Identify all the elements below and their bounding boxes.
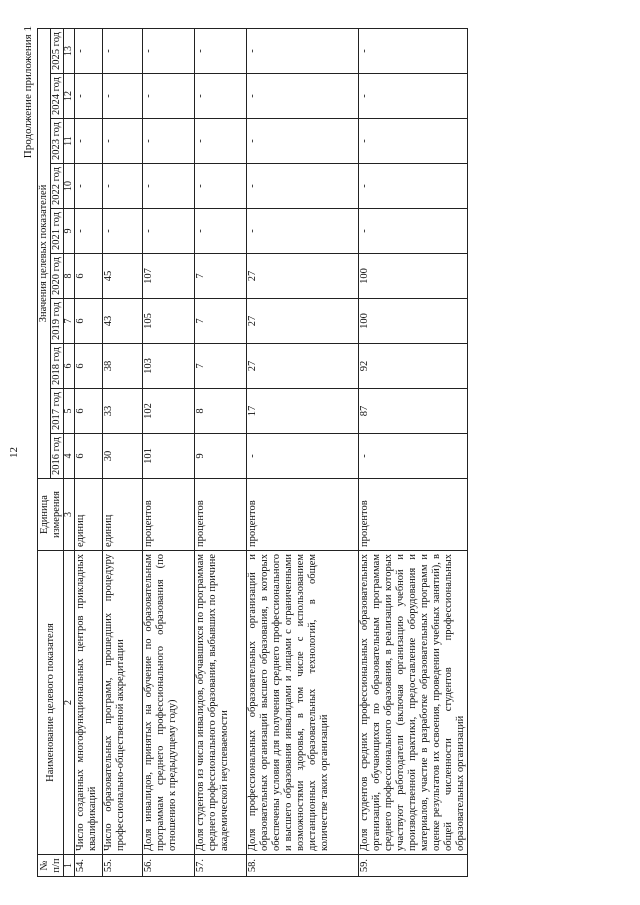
value-cell: 27 [247,254,359,299]
row-number: 56. [143,855,195,877]
indicator-name: Число созданных многофункциональных центров прикладных квалификаций [75,551,103,855]
value-cell: - [247,74,359,119]
header-year: 2023 год [51,119,64,164]
value-cell: - [247,434,359,479]
value-cell: 6 [75,389,103,434]
column-index-cell: 9 [64,209,75,254]
table-row [195,28,247,876]
value-cell: - [359,434,468,479]
value-cell: 17 [247,389,359,434]
indicator-unit: единиц [103,479,143,551]
column-index-cell: 1 [64,855,75,877]
value-cell: 101 [143,434,195,479]
header-year: 2018 год [51,344,64,389]
value-cell: 7 [195,299,247,344]
value-cell: - [247,119,359,164]
header-values-group: Значения целевых показателей [38,28,51,478]
value-cell: 6 [75,254,103,299]
indicator-unit: процентов [247,479,359,551]
row-number: 58. [247,855,359,877]
table-header [38,28,75,876]
value-cell: - [247,164,359,209]
column-index-cell: 13 [64,28,75,73]
row-number: 55. [103,855,143,877]
header-year: 2016 год [51,434,64,479]
value-cell: - [359,28,468,73]
table-row [247,28,359,876]
value-cell: 27 [247,344,359,389]
row-number: 57. [195,855,247,877]
value-cell: 27 [247,299,359,344]
value-cell: 45 [103,254,143,299]
value-cell: - [195,164,247,209]
value-cell: - [75,28,103,73]
value-cell: 102 [143,389,195,434]
value-cell: - [247,209,359,254]
value-cell: - [195,28,247,73]
value-cell: - [359,209,468,254]
column-index-cell: 2 [64,551,75,855]
value-cell: - [143,74,195,119]
header-year: 2022 год [51,164,64,209]
header-year: 2021 год [51,209,64,254]
value-cell: 107 [143,254,195,299]
value-cell: - [75,119,103,164]
column-index-cell: 8 [64,254,75,299]
indicator-name: Доля студентов средних профессиональных образовательных организаций, обучающихся по образовательным программам среднего профессионального образования, в реализации которых участвуют работодатели (включая организацию учебной и производственной практики, предоставление оборудования и материалов, участие в разработке образовательных программ и оценке результатов их освоения, проведении учебных занятий), в общей численности студентов профессиональных образовательных организаций [359,551,468,855]
indicator-unit: единиц [75,479,103,551]
value-cell: - [195,119,247,164]
value-cell: 100 [359,299,468,344]
value-cell: 30 [103,434,143,479]
table-row [103,28,143,876]
indicator-unit: процентов [143,479,195,551]
value-cell: 100 [359,254,468,299]
column-index-row [64,28,75,876]
value-cell: - [359,74,468,119]
value-cell: - [143,28,195,73]
value-cell: - [247,28,359,73]
value-cell: 6 [75,299,103,344]
value-cell: - [75,164,103,209]
row-number: 54. [75,855,103,877]
continuation-note: Продолжение приложения 1 [22,26,34,159]
value-cell: 33 [103,389,143,434]
header-year: 2024 год [51,74,64,119]
value-cell: 7 [195,344,247,389]
value-cell: 6 [75,434,103,479]
value-cell: 43 [103,299,143,344]
row-number: 59. [359,855,468,877]
value-cell: 103 [143,344,195,389]
target-indicators-table [37,28,468,877]
value-cell: 6 [75,344,103,389]
indicator-name: Доля студентов из числа инвалидов, обучавшихся по программам среднего профессионального образования, выбывших по причине академической неуспеваемости [195,551,247,855]
column-index-cell: 7 [64,299,75,344]
value-cell: - [195,209,247,254]
value-cell: 7 [195,254,247,299]
header-year: 2025 год [51,28,64,73]
value-cell: - [359,119,468,164]
column-index-cell: 3 [64,479,75,551]
value-cell: - [359,164,468,209]
table-row [143,28,195,876]
value-cell: - [143,164,195,209]
column-index-cell: 5 [64,389,75,434]
header-year: 2017 год [51,389,64,434]
value-cell: - [103,164,143,209]
header-name: Наименование целевого показателя [38,551,64,855]
indicator-unit: процентов [195,479,247,551]
column-index-cell: 11 [64,119,75,164]
value-cell: - [75,209,103,254]
value-cell: - [103,119,143,164]
value-cell: - [195,74,247,119]
column-index-cell: 6 [64,344,75,389]
value-cell: 9 [195,434,247,479]
table-body [75,28,468,876]
value-cell: 105 [143,299,195,344]
header-year: 2020 год [51,254,64,299]
value-cell: - [103,28,143,73]
value-cell: 38 [103,344,143,389]
column-index-cell: 10 [64,164,75,209]
indicator-name: Доля профессиональных образовательных организаций и образовательных организаций высшего образования, в которых обеспечены условия для получения среднего профессионального и высшего образования инвалидами и лицами с ограниченными возможностями здоровья, в том числе с использованием дистанционных образовательных технологий, в общем количестве таких организаций [247,551,359,855]
value-cell: - [103,209,143,254]
column-index-cell: 4 [64,434,75,479]
indicator-name: Число образовательных программ, прошедших процедуру профессионально-общественной аккредитации [103,551,143,855]
value-cell: 8 [195,389,247,434]
value-cell: - [103,74,143,119]
indicator-unit: процентов [359,479,468,551]
value-cell: - [75,74,103,119]
value-cell: - [143,119,195,164]
indicator-name: Доля инвалидов, принятых на обучение по образовательным программам среднего профессионального образования (по отношению к предыдущему году) [143,551,195,855]
value-cell: 92 [359,344,468,389]
header-year: 2019 год [51,299,64,344]
column-index-cell: 12 [64,74,75,119]
value-cell: - [143,209,195,254]
table-row [359,28,468,876]
header-unit: Единица измерения [38,479,64,551]
header-num: № п/п [38,855,64,877]
table-row [75,28,103,876]
page-number: 12 [8,447,20,458]
value-cell: 87 [359,389,468,434]
